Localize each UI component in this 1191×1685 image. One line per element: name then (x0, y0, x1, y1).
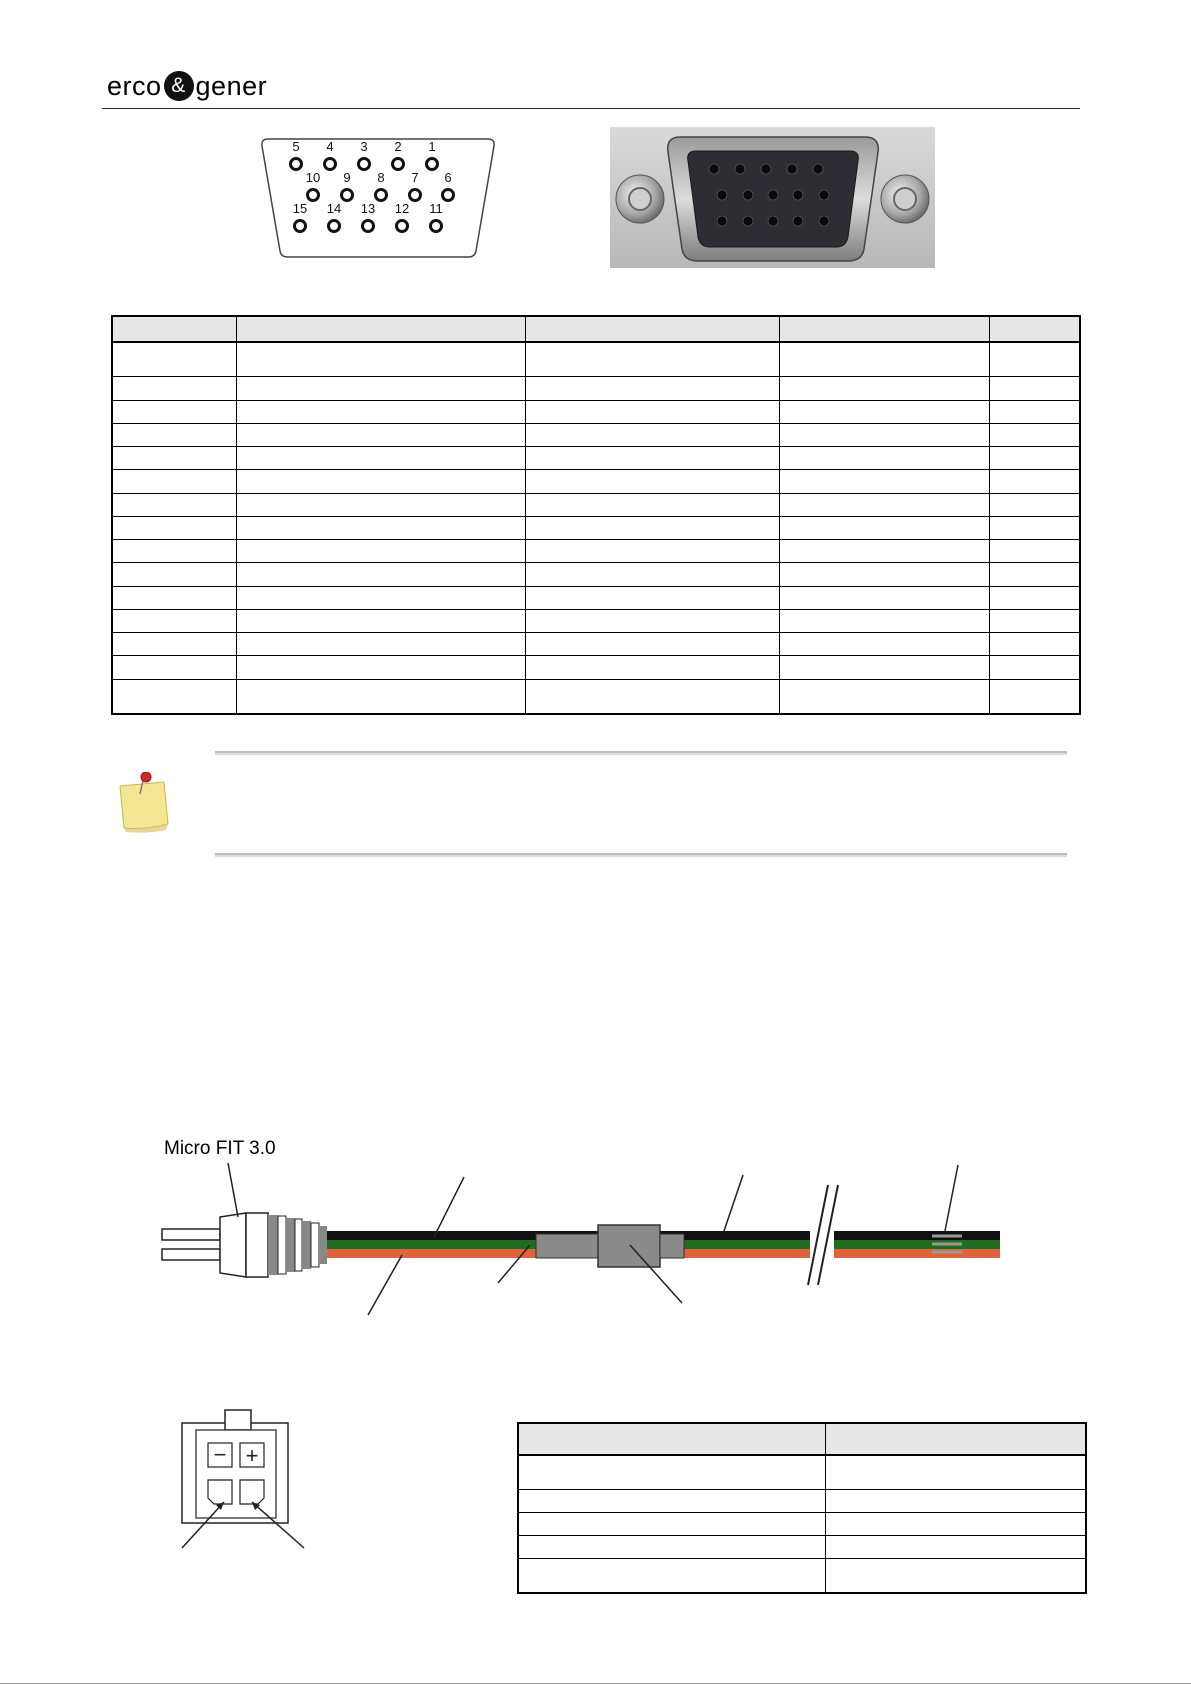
table-cell (236, 656, 525, 679)
port-socket-hole (735, 164, 745, 174)
pin-number-label: 8 (377, 170, 385, 185)
pin-number-label: 15 (292, 201, 308, 216)
table-cell (518, 1513, 825, 1536)
table-cell (779, 447, 989, 470)
port-socket-hole (768, 216, 778, 226)
port-socket-hole (743, 216, 753, 226)
table-cell (112, 633, 236, 656)
table-cell (236, 423, 525, 446)
port-socket-hole (761, 164, 771, 174)
port-socket-hole (768, 190, 778, 200)
port-socket-hole (819, 216, 829, 226)
table-cell (518, 1536, 825, 1559)
table-row (112, 586, 1080, 609)
minus-symbol: − (213, 1442, 227, 1467)
port-socket-hole (709, 164, 719, 174)
table-cell (525, 679, 779, 714)
table-cell (236, 633, 525, 656)
pin-col-header (112, 316, 236, 342)
port-socket-hole (793, 216, 803, 226)
table-cell (236, 609, 525, 632)
table-cell (236, 377, 525, 400)
table-cell (989, 342, 1080, 377)
table-cell (989, 400, 1080, 423)
micro-fit-label: Micro FIT 3.0 (164, 1138, 276, 1159)
note-top-rule (215, 751, 1067, 755)
table-row (112, 563, 1080, 586)
table-cell (112, 470, 236, 493)
table-cell (112, 400, 236, 423)
table-row (112, 516, 1080, 539)
table-cell (525, 470, 779, 493)
table-cell (236, 342, 525, 377)
table-row (518, 1490, 1086, 1513)
table-row (112, 447, 1080, 470)
table-cell (825, 1455, 1086, 1490)
table-cell (525, 656, 779, 679)
pin-number-label: 4 (326, 139, 334, 154)
wire-color-table (517, 1422, 1087, 1594)
table-cell (989, 493, 1080, 516)
table-cell (112, 656, 236, 679)
table-row (112, 609, 1080, 632)
port-socket-hole (717, 190, 727, 200)
table-cell (236, 586, 525, 609)
pin-number-label: 2 (394, 139, 402, 154)
table-cell (779, 400, 989, 423)
pin-number-label: 13 (360, 201, 376, 216)
pushpin-note-icon (116, 772, 172, 834)
table-cell (989, 656, 1080, 679)
table-cell (825, 1513, 1086, 1536)
power-cable-diagram (150, 1105, 1000, 1320)
port-socket-hole (813, 164, 823, 174)
brand-logo (107, 68, 267, 104)
table-cell (236, 447, 525, 470)
port-socket-hole (743, 190, 753, 200)
port-socket-hole (793, 190, 803, 200)
note-bottom-rule (215, 853, 1067, 857)
table-cell (779, 563, 989, 586)
function-col-header (825, 1423, 1086, 1455)
table-cell (825, 1559, 1086, 1594)
table-cell (236, 400, 525, 423)
vga-pinout-diagram (258, 133, 498, 261)
table-cell (112, 377, 236, 400)
table-cell (989, 586, 1080, 609)
pin-number-label: 12 (394, 201, 410, 216)
pin-number-label: 1 (428, 139, 436, 154)
table-cell (112, 342, 236, 377)
table-row (112, 493, 1080, 516)
table-cell (236, 679, 525, 714)
table-cell (525, 423, 779, 446)
table-cell (825, 1536, 1086, 1559)
table-cell (236, 493, 525, 516)
pin-number-label: 9 (343, 170, 351, 185)
table-cell (112, 493, 236, 516)
pin-number-label: 11 (429, 201, 443, 216)
table-cell (525, 586, 779, 609)
plus-symbol: + (245, 1443, 259, 1468)
table-cell (989, 540, 1080, 563)
vga-pin-table (111, 315, 1081, 715)
table-row (112, 400, 1080, 423)
table-cell (525, 377, 779, 400)
port-socket-hole (787, 164, 797, 174)
table-row (112, 342, 1080, 377)
table-cell (525, 609, 779, 632)
description-col-header (525, 316, 779, 342)
table-cell (989, 516, 1080, 539)
table-row (518, 1559, 1086, 1594)
table-cell (779, 470, 989, 493)
pin-number-label: 6 (444, 170, 452, 185)
extra-col-header (989, 316, 1080, 342)
table-cell (779, 342, 989, 377)
table-cell (989, 447, 1080, 470)
table-cell (518, 1455, 825, 1490)
table-cell (779, 586, 989, 609)
table-cell (112, 423, 236, 446)
table-cell (112, 609, 236, 632)
table-cell (525, 516, 779, 539)
table-cell (112, 516, 236, 539)
wire-col-header (779, 316, 989, 342)
table-cell (525, 400, 779, 423)
table-cell (112, 447, 236, 470)
table-row (518, 1455, 1086, 1490)
table-cell (518, 1490, 825, 1513)
table-cell (518, 1559, 825, 1594)
table-cell (825, 1490, 1086, 1513)
table-header-row (518, 1423, 1086, 1455)
table-cell (989, 470, 1080, 493)
table-cell (525, 563, 779, 586)
table-row (518, 1536, 1086, 1559)
table-cell (112, 586, 236, 609)
table-row (112, 679, 1080, 714)
table-cell (525, 493, 779, 516)
table-cell (989, 633, 1080, 656)
table-cell (779, 633, 989, 656)
table-cell (236, 563, 525, 586)
pin-number-label: 3 (360, 139, 368, 154)
table-cell (525, 342, 779, 377)
table-cell (989, 609, 1080, 632)
footer-divider (0, 1683, 1191, 1684)
table-cell (989, 563, 1080, 586)
header-divider (102, 108, 1080, 109)
table-cell (779, 377, 989, 400)
table-row (112, 377, 1080, 400)
table-cell (525, 633, 779, 656)
table-cell (112, 540, 236, 563)
connector-face-diagram (172, 1398, 322, 1550)
pin-number-label: 7 (411, 170, 419, 185)
port-socket-hole (819, 190, 829, 200)
table-cell (779, 423, 989, 446)
table-cell (236, 540, 525, 563)
pin-number-label: 10 (305, 170, 321, 185)
table-cell (779, 516, 989, 539)
table-row (112, 470, 1080, 493)
table-row (518, 1513, 1086, 1536)
pin-number-label: 14 (326, 201, 342, 216)
table-row (112, 656, 1080, 679)
table-cell (989, 423, 1080, 446)
table-row (112, 540, 1080, 563)
brand-left: erco (107, 70, 162, 101)
table-cell (525, 540, 779, 563)
table-cell (779, 540, 989, 563)
table-cell (989, 679, 1080, 714)
brand-amp: & (164, 71, 194, 101)
table-cell (236, 516, 525, 539)
table-row (112, 633, 1080, 656)
color-col-header (518, 1423, 825, 1455)
table-cell (525, 447, 779, 470)
table-cell (779, 609, 989, 632)
table-cell (989, 377, 1080, 400)
table-cell (112, 679, 236, 714)
table-cell (779, 493, 989, 516)
table-header-row (112, 316, 1080, 342)
table-cell (112, 563, 236, 586)
pin-number-label: 5 (292, 139, 300, 154)
port-socket-hole (717, 216, 727, 226)
table-row (112, 423, 1080, 446)
table-cell (779, 656, 989, 679)
brand-right: gener (195, 70, 268, 101)
vga-port-photo (610, 127, 935, 268)
signal-col-header (236, 316, 525, 342)
table-cell (779, 679, 989, 714)
table-cell (236, 470, 525, 493)
